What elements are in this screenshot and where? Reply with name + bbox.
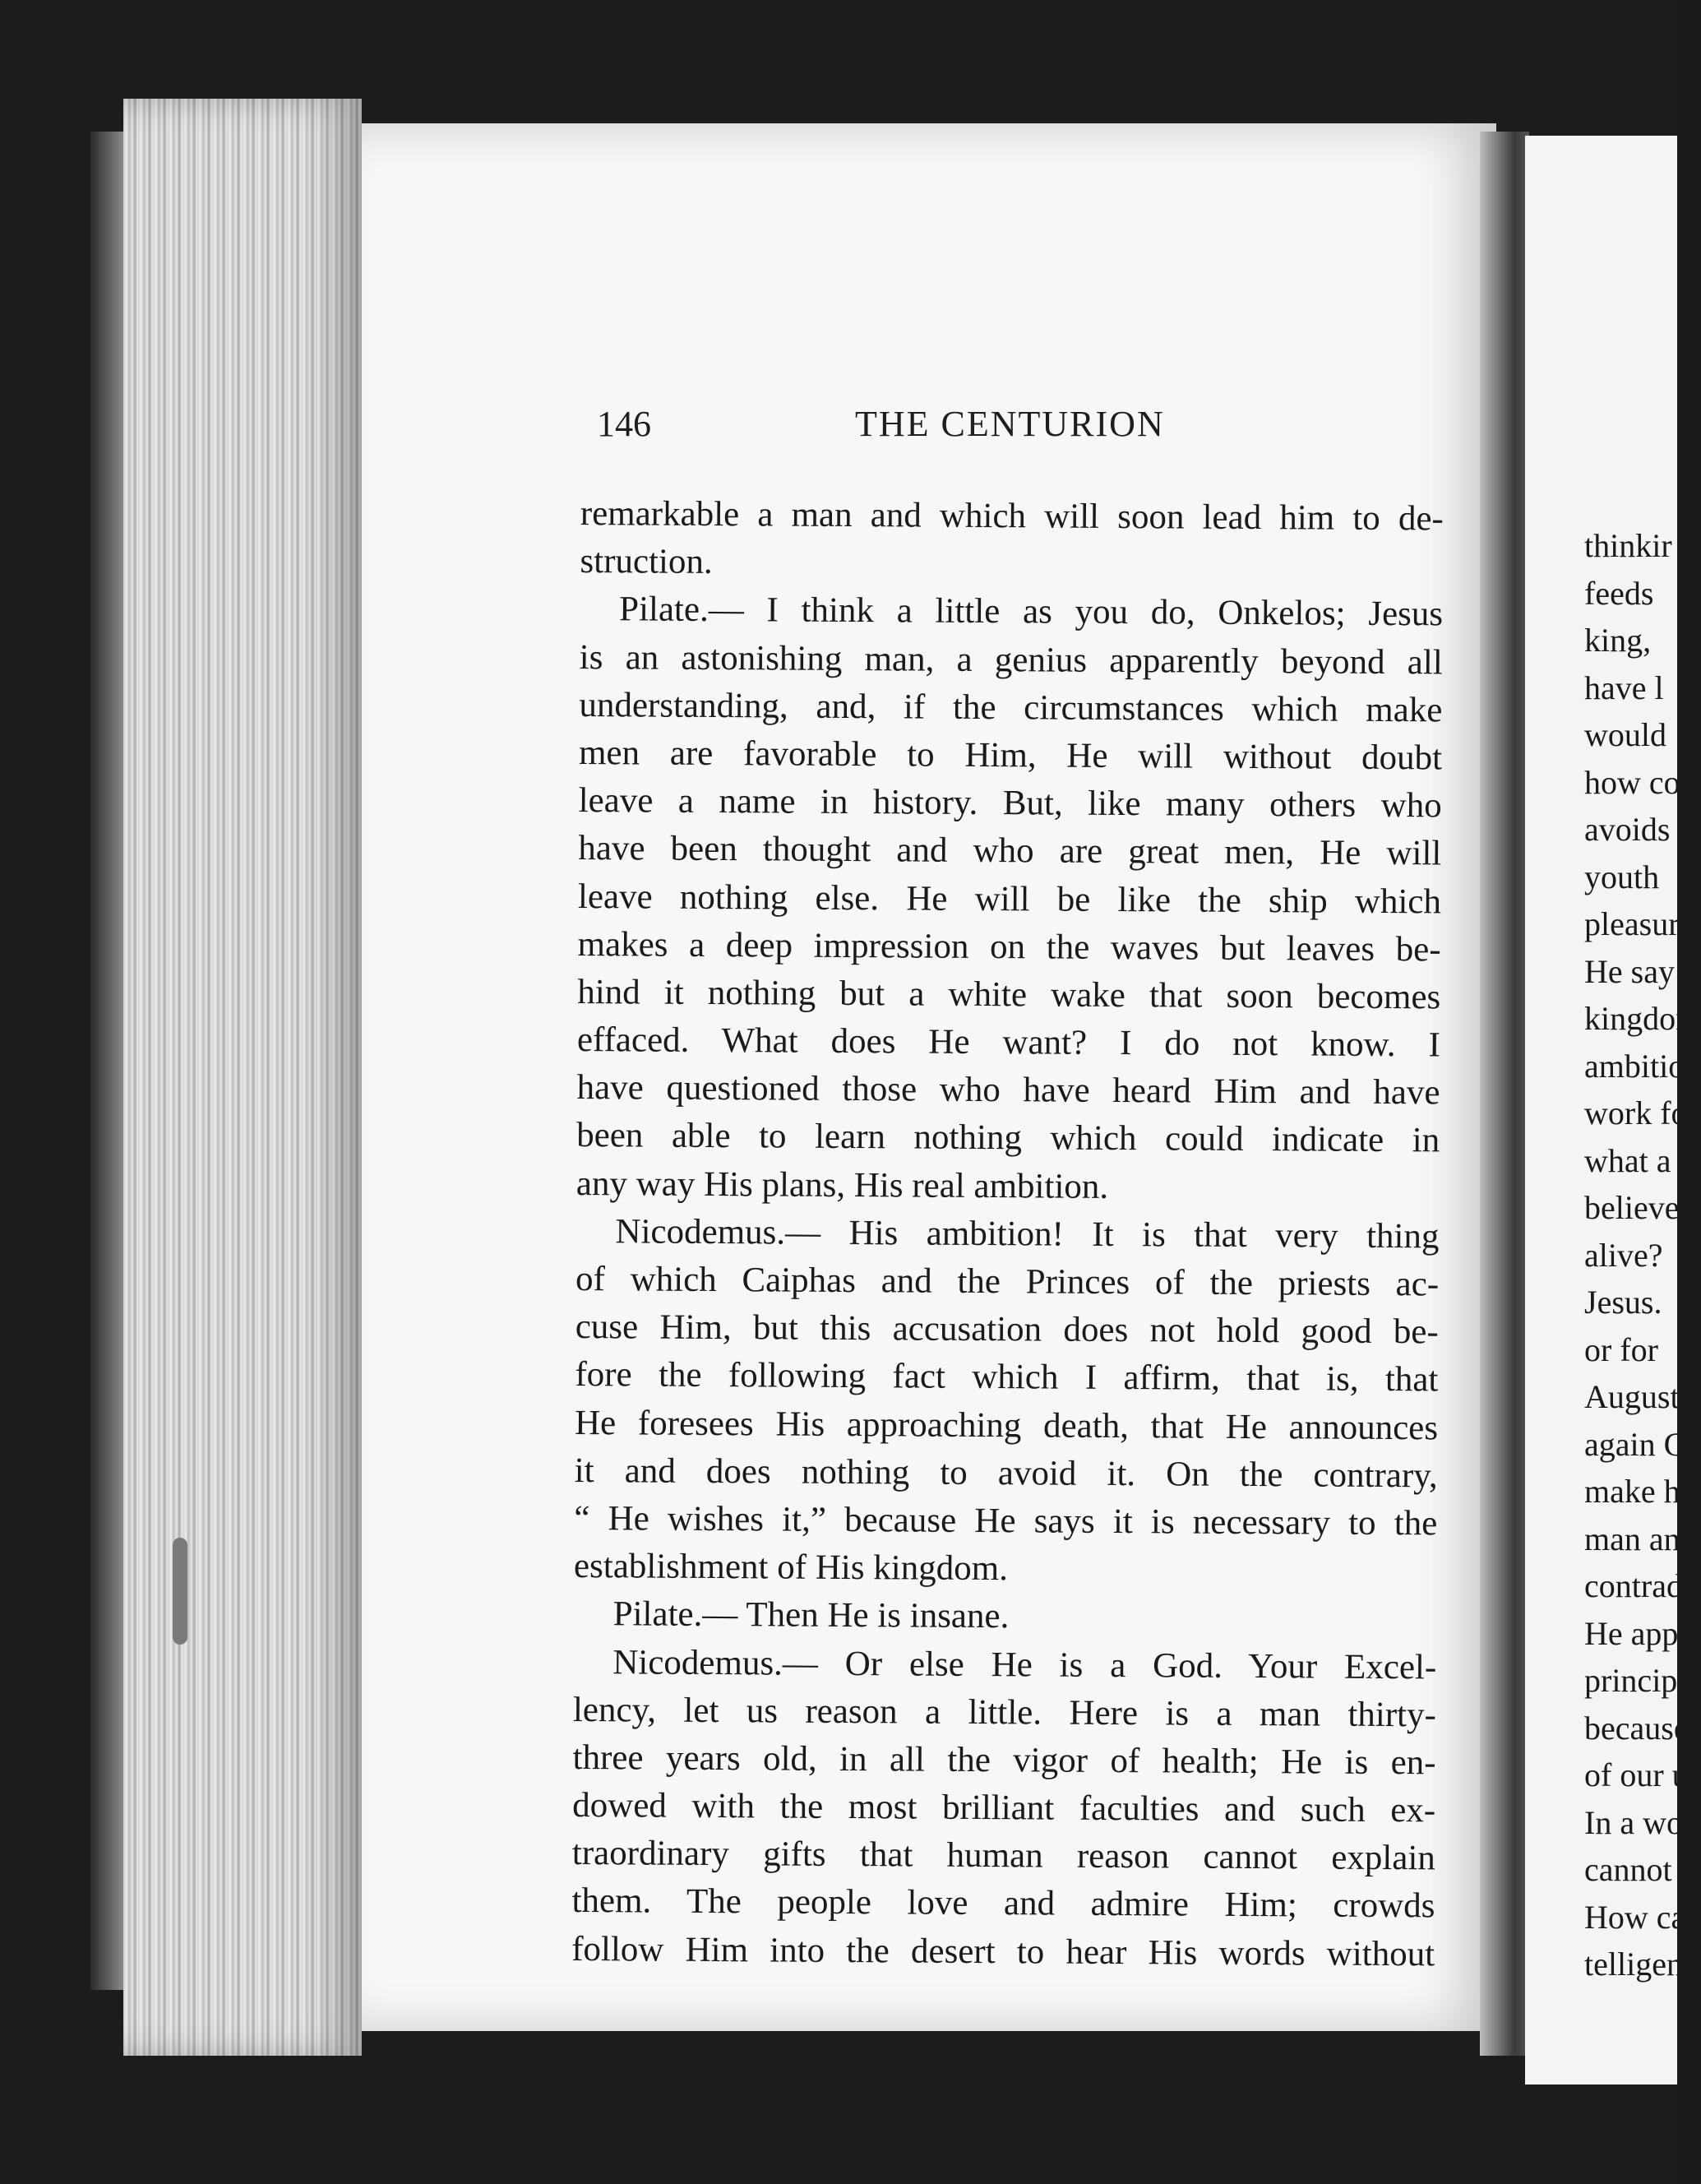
page-edges [123,99,362,2056]
right-page-text [1584,522,1701,1988]
text-line: avoids [1584,811,1671,848]
text-line: them. The people love and admire Him; crowds [571,1881,1435,1926]
text-line: Augustu [1584,1378,1696,1415]
running-title: THE CENTURION [855,404,1165,444]
text-line: any way His plans, His real ambition. [575,1164,1109,1206]
text-line: because [1584,1709,1689,1747]
text-line: He appe [1584,1614,1694,1652]
text-line: alive? [1584,1236,1663,1274]
text-line: He foresees His approaching death, that He announces [574,1403,1439,1447]
text-line: man an [1584,1520,1680,1557]
gutter-shadow [1480,132,1529,2056]
text-line: Pilate.— Then He is insane. [612,1594,1010,1636]
left-page [362,123,1496,2031]
text-line: have been thought and who are great men, He will [578,829,1442,873]
text-line: is an astonishing man, a genius apparently beyond all [579,637,1443,682]
text-line: In a wo [1584,1803,1683,1841]
text-line: principle [1584,1662,1701,1699]
text-line: How ca [1584,1898,1686,1936]
text-line: of our u [1584,1756,1689,1793]
text-line: “ He wishes it,” because He says it is necessary to the [574,1498,1438,1543]
text-line: leave a name in history. But, like many others who [578,781,1442,826]
text-line: of which Caiphas and the Princes of the priests ac- [575,1259,1440,1304]
text-line: or for [1584,1330,1658,1368]
text-line: Nicodemus.— Or else He is a God. Your Excel- [612,1642,1437,1687]
text-line: telligenc [1584,1946,1698,1983]
text-line: ambitio [1584,1047,1685,1085]
text-line: three years old, in all the vigor of health; He is en- [572,1737,1436,1783]
text-line: thinkir [1584,527,1672,564]
text-line: makes a deep impression on the waves but leaves be- [577,924,1441,969]
text-line: men are favorable to Him, He will without doubt [578,733,1443,778]
text-line: cannot g [1584,1851,1697,1888]
text-line: how co [1584,763,1680,801]
text-line: follow Him into the desert to hear His words without [571,1929,1435,1974]
text-line: leave nothing else. He will be like the ship which [577,877,1442,921]
text-line: work fo [1584,1094,1688,1131]
text-line: Pilate.— I think a little as you do, Onkelos; Jesus [618,590,1444,634]
text-line: He say [1584,952,1675,990]
text-line: would [1584,716,1666,753]
text-line: remarkable a man and which will soon lead him to de- [580,493,1444,539]
text-line: effaced. What does He want? I do not know. I [576,1020,1441,1065]
text-line: establishment of His kingdom. [573,1547,1009,1589]
text-line: pleasur [1584,905,1680,942]
text-line: it and does nothing to avoid it. On the contrary, [574,1451,1438,1496]
text-line: Nicodemus.— His ambition! It is that very thing [615,1212,1440,1256]
binding-mark [173,1538,187,1645]
body-text [571,490,1444,1978]
text-line: what a [1584,1141,1671,1179]
text-line: again C [1584,1425,1686,1463]
text-line: lency, let us reason a little. Here is a man thirty- [572,1690,1437,1735]
text-line: been able to learn nothing which could indicate in [576,1116,1440,1160]
text-line: understanding, and, if the circumstances which make [579,685,1443,730]
text-line: dowed with the most brilliant faculties and such ex- [572,1786,1436,1830]
text-line: contradi [1584,1567,1693,1604]
text-line: Jesus. [1584,1284,1662,1321]
text-line: have questioned those who have heard Him and have [576,1068,1440,1113]
text-line: fore the following fact which I affirm, that is, that [575,1355,1439,1400]
text-line: kingdor [1584,1000,1687,1037]
text-line: hind it nothing but a white wake that soon becomes [577,972,1441,1017]
text-line: traordinary gifts that human reason cannot explain [571,1834,1435,1878]
text-line: believe [1584,1189,1680,1226]
page-number: 146 [597,404,651,444]
text-line: cuse Him, but this accusation does not hold good be- [575,1307,1439,1352]
text-line: feeds [1584,574,1654,612]
text-line: youth [1584,858,1660,895]
text-line: king, [1584,622,1652,659]
text-line: make hi [1584,1473,1689,1510]
right-page [1525,136,1701,2085]
text-line: struction. [580,542,713,582]
text-line: have l [1584,669,1664,706]
